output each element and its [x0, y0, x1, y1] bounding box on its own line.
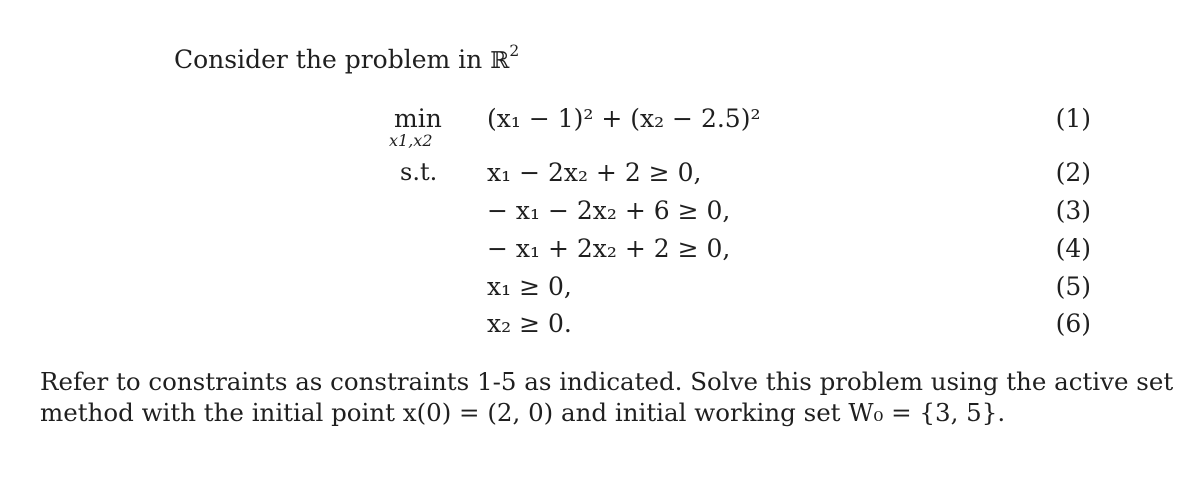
constraint-expression-6: x₂ ≥ 0.	[487, 309, 572, 338]
equation-number-5: (5)	[1055, 272, 1091, 301]
min-operator: min	[394, 104, 442, 133]
instruction-line-2: method with the initial point x(0) = (2, 0) and initial working set W₀ = {3, 5}.	[40, 398, 1006, 427]
constraint-expression-2: x₁ − 2x₂ + 2 ≥ 0,	[487, 158, 702, 187]
objective-expression: (x₁ − 1)² + (x₂ − 2.5)²	[487, 104, 761, 133]
min-operator-subscript: x1,x2	[389, 131, 433, 150]
instruction-line-1: Refer to constraints as constraints 1-5 as indicated. Solve this problem using the active set	[40, 367, 1174, 396]
intro-sentence	[174, 41, 520, 74]
subject-to-label: s.t.	[400, 158, 438, 186]
equation-number-2: (2)	[1055, 158, 1091, 187]
constraint-expression-3: − x₁ − 2x₂ + 6 ≥ 0,	[487, 196, 731, 225]
constraint-expression-4: − x₁ + 2x₂ + 2 ≥ 0,	[487, 234, 731, 263]
real-space-exponent: 2	[509, 41, 520, 60]
equation-number-4: (4)	[1055, 234, 1091, 263]
real-space-symbol: ℝ	[490, 48, 510, 74]
intro-text: Consider the problem in	[174, 45, 483, 74]
equation-number-3: (3)	[1055, 196, 1091, 225]
equation-number-1: (1)	[1055, 104, 1091, 133]
constraint-expression-5: x₁ ≥ 0,	[487, 272, 572, 301]
equation-number-6: (6)	[1055, 309, 1091, 338]
